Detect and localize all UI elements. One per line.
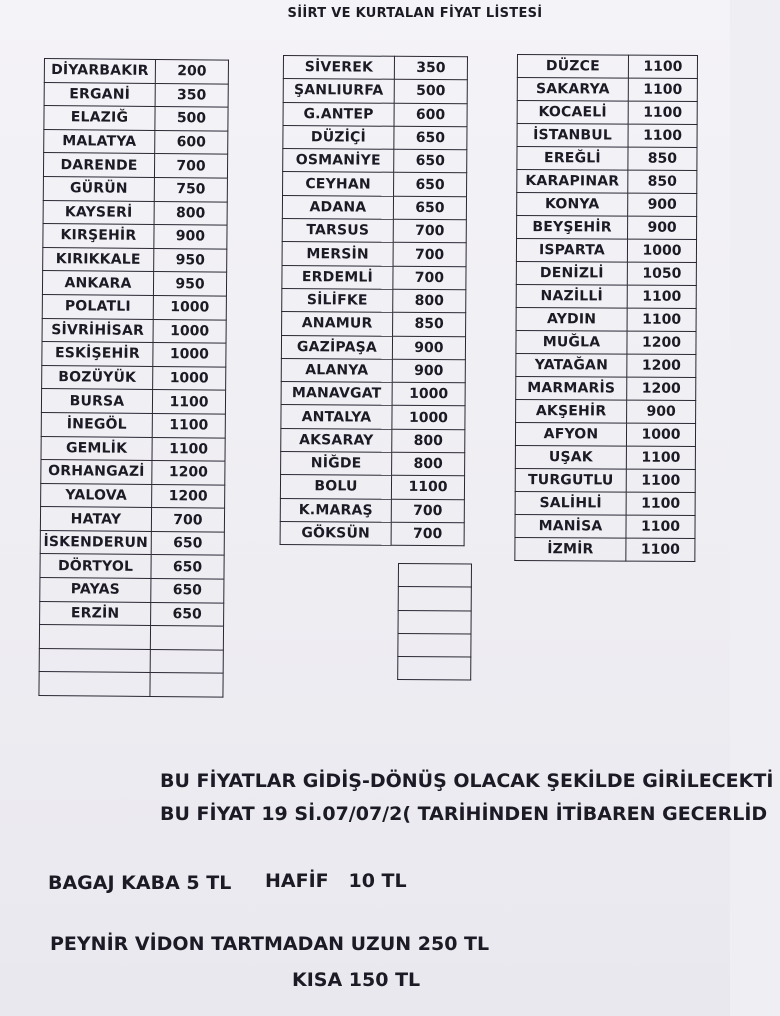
price-cell: 1200 [627, 331, 696, 354]
table-row [42, 365, 226, 390]
blank-row [398, 657, 471, 681]
table-row [281, 428, 465, 453]
price-cell: 1100 [627, 308, 696, 331]
blank-cell [398, 610, 471, 634]
price-cell: 850 [393, 313, 466, 337]
price-cell: 900 [392, 359, 465, 383]
city-cell: HATAY [40, 507, 151, 532]
city-cell: G.ANTEP [283, 102, 394, 126]
city-cell: AFYON [515, 422, 626, 446]
price-cell: 200 [155, 59, 228, 83]
city-cell: TURGUTLU [515, 468, 626, 492]
price-table-3 [514, 54, 698, 562]
price-cell: 1200 [627, 354, 696, 377]
price-cell [150, 626, 223, 650]
city-cell: YATAĞAN [516, 353, 627, 377]
blank-row [398, 587, 471, 611]
city-cell: KIRIKKALE [43, 247, 154, 272]
city-cell: ANKARA [42, 271, 153, 296]
city-cell: GÖKSÜN [280, 521, 391, 545]
city-cell: KARAPINAR [517, 170, 628, 194]
price-cell: 500 [394, 80, 467, 104]
city-cell: SİLİFKE [282, 288, 393, 312]
price-cell: 650 [151, 555, 224, 579]
city-cell: SİVEREK [283, 56, 394, 80]
table-row [515, 491, 695, 515]
table-row [516, 261, 696, 285]
city-cell: ANTALYA [281, 405, 392, 429]
blank-cell [398, 633, 471, 657]
price-table-2-blank-rows [397, 563, 472, 681]
price-cell: 900 [627, 400, 696, 423]
city-cell: BOZÜYÜK [42, 365, 153, 390]
city-cell: ELAZIĞ [44, 106, 155, 131]
price-cell: 1100 [626, 492, 695, 515]
price-cell: 1000 [153, 343, 226, 367]
table-row [517, 101, 697, 125]
price-cell: 1100 [626, 538, 695, 561]
city-cell: ADANA [282, 195, 393, 219]
table-row [280, 498, 464, 523]
price-table-2 [280, 55, 468, 547]
table-row [281, 452, 465, 477]
city-cell: MUĞLA [516, 330, 627, 354]
table-row [283, 79, 467, 104]
city-cell: MALATYA [44, 129, 155, 154]
table-row [517, 147, 697, 171]
city-cell: TARSUS [282, 219, 393, 243]
table-row [516, 376, 696, 400]
city-cell: MARMARİS [516, 376, 627, 400]
price-cell: 350 [394, 56, 467, 80]
note-valid-from [160, 803, 767, 825]
note-light: HAFİF 10 TL [265, 870, 407, 892]
table-row [39, 672, 223, 697]
price-cell: 1000 [153, 366, 226, 390]
city-cell: DÜZCE [517, 55, 628, 79]
table-row [280, 475, 464, 500]
city-cell: GEMLİK [41, 436, 152, 461]
blank-cell [398, 657, 471, 681]
city-cell [39, 625, 150, 650]
city-cell: SALİHLİ [515, 491, 626, 515]
city-cell: PAYAS [40, 578, 151, 603]
blank-row [398, 564, 471, 588]
table-row [516, 330, 696, 354]
price-cell: 650 [394, 149, 467, 173]
blank-cell [398, 564, 471, 588]
table-row [283, 102, 467, 127]
price-cell: 700 [151, 508, 224, 532]
city-cell: İSTANBUL [517, 124, 628, 148]
price-cell: 700 [391, 522, 464, 546]
table-row [515, 445, 695, 469]
city-cell: NAZİLLİ [516, 284, 627, 308]
price-cell: 1100 [152, 413, 225, 437]
city-cell: KIRŞEHİR [43, 224, 154, 249]
table-row [41, 389, 225, 414]
table-row [516, 239, 696, 263]
city-cell: OSMANİYE [283, 149, 394, 173]
table-row [281, 382, 465, 407]
price-cell: 1050 [627, 262, 696, 285]
city-cell: İSKENDERUN [40, 530, 151, 555]
price-cell: 1100 [628, 55, 697, 78]
city-cell: CEYHAN [283, 172, 394, 196]
city-cell: BOLU [280, 475, 391, 499]
table-row [517, 78, 697, 102]
table-row [41, 483, 225, 508]
city-cell: GAZİPAŞA [281, 335, 392, 359]
price-cell: 1000 [392, 406, 465, 430]
city-cell: DÖRTYOL [40, 554, 151, 579]
city-cell: MERSİN [282, 242, 393, 266]
price-cell: 350 [155, 83, 228, 107]
city-cell: İNEGÖL [41, 412, 152, 437]
table-row [516, 353, 696, 377]
table-row [41, 460, 225, 485]
blank-row [398, 610, 471, 634]
note-short: KISA 150 TL [292, 969, 421, 991]
table-row [44, 129, 228, 154]
price-cell: 650 [393, 196, 466, 220]
city-cell: ISPARTA [516, 239, 627, 263]
city-cell: KOCAELİ [517, 101, 628, 125]
price-cell: 1100 [628, 124, 697, 147]
city-cell: ERZİN [40, 601, 151, 626]
table-row [515, 537, 695, 561]
city-cell: İZMİR [515, 537, 626, 561]
price-cell: 700 [154, 154, 227, 178]
table-row [42, 271, 226, 296]
price-cell: 650 [394, 173, 467, 197]
price-cell: 1200 [627, 377, 696, 400]
price-cell: 1000 [626, 423, 695, 446]
table-row [282, 265, 466, 290]
table-row [40, 578, 224, 603]
table-row [43, 247, 227, 272]
price-cell [150, 673, 223, 697]
table-row [44, 106, 228, 131]
price-cell: 700 [393, 243, 466, 267]
table-row [283, 172, 467, 197]
table-row [517, 170, 697, 194]
price-cell: 1200 [152, 461, 225, 485]
price-cell: 1200 [152, 484, 225, 508]
table-row [40, 530, 224, 555]
city-cell: UŞAK [515, 445, 626, 469]
price-cell: 1000 [153, 295, 226, 319]
table-row [42, 294, 226, 319]
price-cell: 950 [153, 272, 226, 296]
blank-row [398, 633, 471, 657]
table-row [281, 335, 465, 360]
table-row [40, 507, 224, 532]
table-row [281, 358, 465, 383]
city-cell: BURSA [41, 389, 152, 414]
price-cell: 1100 [626, 446, 695, 469]
city-cell: ERDEMLİ [282, 265, 393, 289]
price-cell: 900 [628, 216, 697, 239]
city-cell: DARENDE [43, 153, 154, 178]
city-cell: KONYA [517, 193, 628, 217]
table-row [44, 59, 228, 84]
city-cell: GÜRÜN [43, 176, 154, 201]
city-cell: SİVRİHİSAR [42, 318, 153, 343]
price-cell: 600 [394, 103, 467, 127]
city-cell: POLATLI [42, 294, 153, 319]
page-title: SİİRT VE KURTALAN FİYAT LİSTESİ [287, 6, 543, 21]
table-row [43, 153, 227, 178]
table-row [282, 242, 466, 267]
table-row [41, 436, 225, 461]
table-row [517, 193, 697, 217]
city-cell: MANAVGAT [281, 382, 392, 406]
table-row [517, 216, 697, 240]
city-cell: ORHANGAZİ [41, 460, 152, 485]
price-cell: 1100 [626, 469, 695, 492]
price-cell: 900 [392, 336, 465, 360]
price-cell: 900 [628, 193, 697, 216]
city-cell: ANAMUR [282, 312, 393, 336]
price-cell: 700 [391, 499, 464, 523]
note-cheese: PEYNİR VİDON TARTMADAN UZUN 250 TL [50, 933, 490, 955]
city-cell: ESKİŞEHİR [42, 342, 153, 367]
price-cell: 1000 [627, 239, 696, 262]
price-cell: 650 [151, 602, 224, 626]
price-cell: 650 [151, 579, 224, 603]
price-table-1 [38, 58, 229, 698]
price-cell: 1100 [628, 101, 697, 124]
price-cell: 800 [392, 452, 465, 476]
price-cell: 1100 [152, 437, 225, 461]
table-row [516, 284, 696, 308]
price-cell [150, 649, 223, 673]
note-valid-from-part2: Sİ.07/07/2( [294, 803, 412, 825]
table-row [515, 514, 695, 538]
price-cell: 1000 [153, 319, 226, 343]
price-cell: 1000 [392, 382, 465, 406]
table-row [42, 318, 226, 343]
price-cell: 750 [154, 177, 227, 201]
city-cell: YALOVA [41, 483, 152, 508]
table-row [283, 56, 467, 81]
price-cell: 650 [151, 531, 224, 555]
price-cell: 700 [393, 219, 466, 243]
price-cell: 1100 [627, 285, 696, 308]
city-cell: KAYSERİ [43, 200, 154, 225]
table-row [44, 82, 228, 107]
city-cell: BEYŞEHİR [517, 216, 628, 240]
price-cell: 850 [628, 170, 697, 193]
price-cell: 650 [394, 126, 467, 150]
city-cell: ALANYA [281, 358, 392, 382]
table-row [516, 399, 696, 423]
note-valid-from-part1: BU FİYAT 19 [160, 803, 288, 825]
city-cell: K.MARAŞ [280, 498, 391, 522]
table-row [43, 200, 227, 225]
table-row [42, 342, 226, 367]
city-cell [39, 672, 150, 697]
city-cell: AYDIN [516, 307, 627, 331]
city-cell [39, 648, 150, 673]
table-row [41, 412, 225, 437]
city-cell: AKSARAY [281, 428, 392, 452]
table-row [282, 219, 466, 244]
table-row [39, 625, 223, 650]
table-row [282, 288, 466, 313]
price-cell: 700 [393, 266, 466, 290]
city-cell: DİYARBAKIR [44, 59, 155, 84]
table-row [282, 312, 466, 337]
price-cell: 900 [154, 225, 227, 249]
price-cell: 800 [154, 201, 227, 225]
price-cell: 950 [154, 248, 227, 272]
table-row [39, 648, 223, 673]
table-row [515, 422, 695, 446]
price-cell: 850 [628, 147, 697, 170]
city-cell: NİĞDE [281, 452, 392, 476]
price-cell: 1100 [628, 78, 697, 101]
price-cell: 1100 [152, 390, 225, 414]
note-round-trip: BU FİYATLAR GİDİŞ-DÖNÜŞ OLACAK ŞEKİLDE GİRİLECEKTİ [160, 770, 774, 792]
city-cell: ERGANİ [44, 82, 155, 107]
table-row [283, 125, 467, 150]
table-row [516, 307, 696, 331]
price-cell: 1100 [391, 476, 464, 500]
note-baggage: BAGAJ KABA 5 TL [48, 872, 232, 894]
table-row [517, 55, 697, 79]
price-cell: 600 [155, 130, 228, 154]
price-cell: 800 [392, 429, 465, 453]
table-row [43, 176, 227, 201]
blank-cell [398, 587, 471, 611]
table-row [283, 149, 467, 174]
price-cell: 800 [393, 289, 466, 313]
table-row [517, 124, 697, 148]
city-cell: ŞANLIURFA [283, 79, 394, 103]
table-row [280, 521, 464, 546]
table-row [282, 195, 466, 220]
city-cell: MANİSA [515, 514, 626, 538]
table-row [281, 405, 465, 430]
city-cell: EREĞLİ [517, 147, 628, 171]
price-cell: 1100 [626, 515, 695, 538]
city-cell: DENİZLİ [516, 261, 627, 285]
city-cell: SAKARYA [517, 78, 628, 102]
price-cell: 500 [155, 107, 228, 131]
note-valid-from-part3: TARİHİNDEN İTİBAREN GECERLİD [417, 803, 768, 825]
table-row [515, 468, 695, 492]
table-row [43, 224, 227, 249]
city-cell: DÜZİÇİ [283, 125, 394, 149]
table-row [40, 601, 224, 626]
table-row [40, 554, 224, 579]
city-cell: AKŞEHİR [516, 399, 627, 423]
